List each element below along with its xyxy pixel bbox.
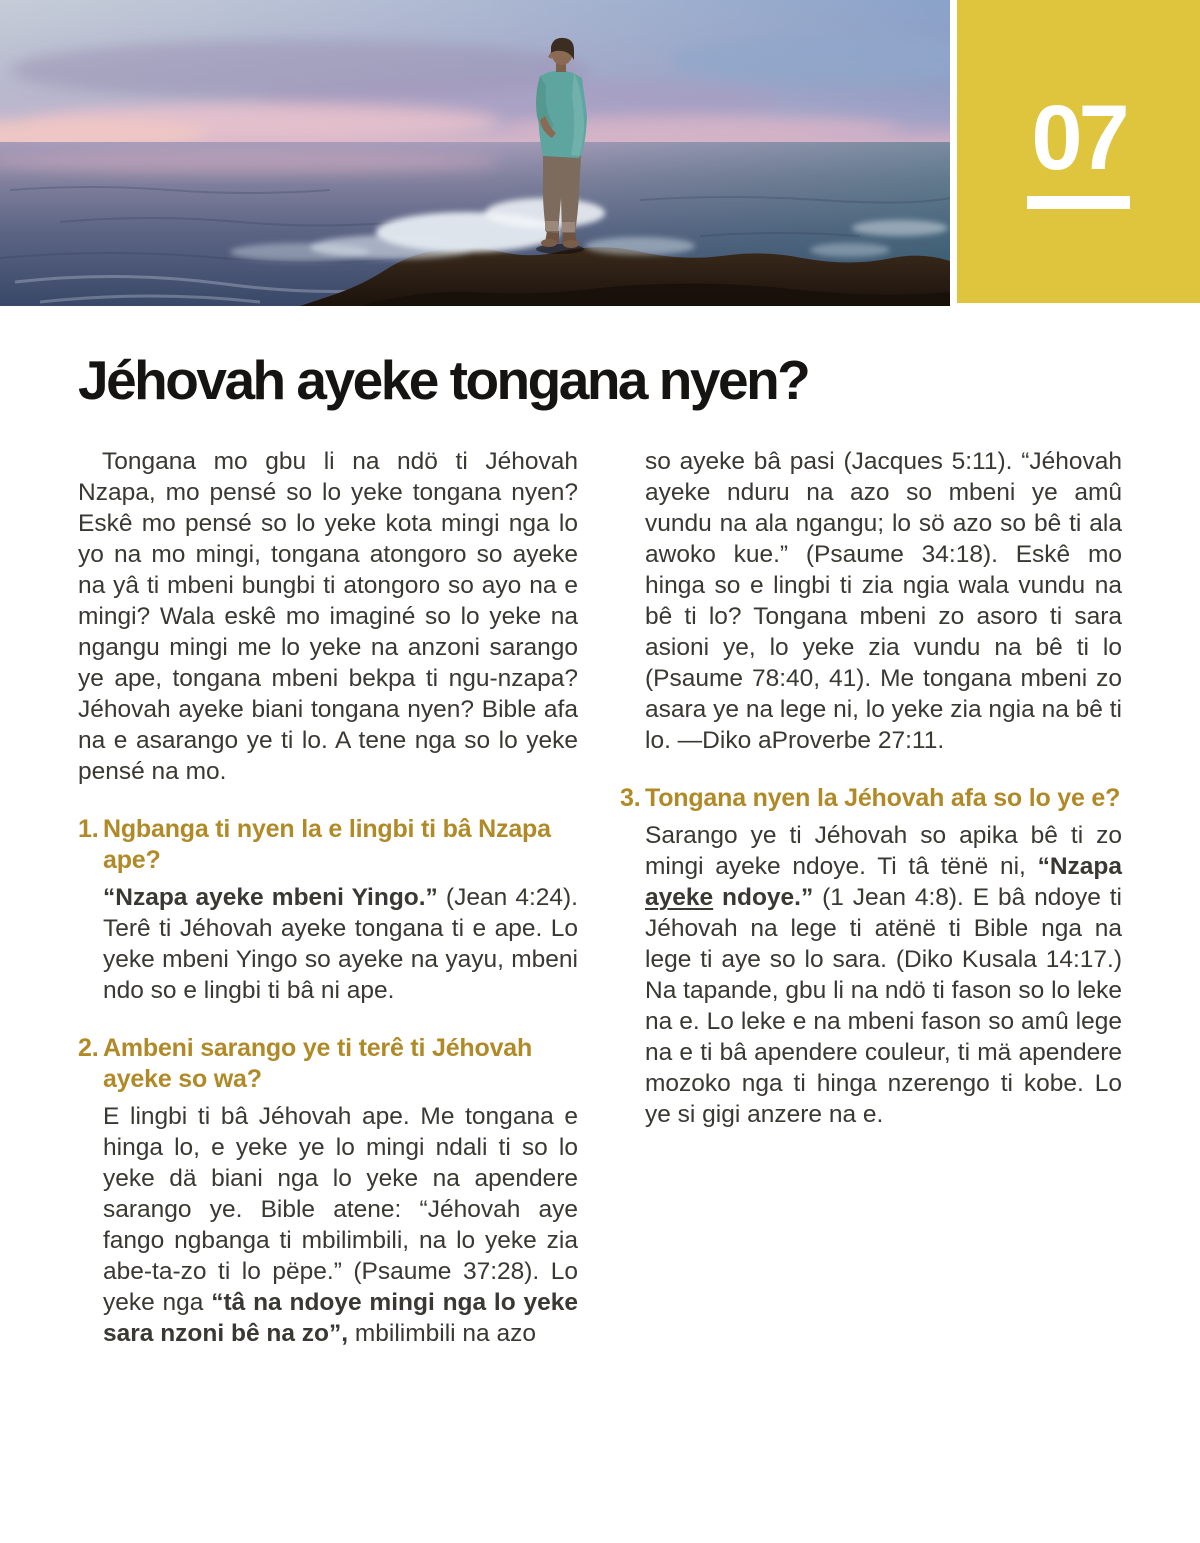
text-column-left <box>78 446 578 1349</box>
question-text: Ambeni sarango ye ti terê ti Jéhovah ayeke so wa? <box>103 1034 533 1093</box>
hero-photo-illustration <box>0 0 950 306</box>
answer-paragraph <box>620 820 1122 1130</box>
body-text: Tongana mo gbu li na ndö ti Jéhovah Nzapa, mo pensé so lo yeke tongana nyen? Eskê mo pensé so lo yeke kota mingi nga lo yo na mo mingi, tongana atongoro so ayeke na yâ ti mbeni bungbi ti atongoro so ayo na e mingi? Wala eskê mo imaginé so lo yeke na ngangu mingi me lo yeke na anzoni sarango ye ape, tongana mbeni bekpa ti ngu-nzapa? Jéhovah ayeke biani tongana nyen? Bible afa na e asarango ye ti lo. A tene nga so lo yeke pensé na mo. <box>78 448 578 785</box>
body-text: Sarango ye ti Jéhovah so apika bê ti zo mingi ayeke ndoye. Ti tâ tënë ni, <box>645 822 1122 880</box>
body-text: (1 Jean 4:8). E bâ ndoye ti Jéhovah na lege ti atënë ti Bible nga na lege ti aye so lo sara. (Diko Kusala 14:17.) Na tapande, gbu li na ndö ti fason so lo leke na e. Lo leke e na mbeni fason so amû lege na e ti bâ apendere couleur, ti mä apendere mozoko nga ti hinga nzerengo ti kobe. Lo ye si gigi anzere na e. <box>645 884 1123 1128</box>
question-number: 2. <box>78 1034 99 1062</box>
article-body <box>78 446 1200 1349</box>
question-heading <box>78 814 578 876</box>
chapter-number: 07 <box>1031 87 1126 189</box>
body-text: so ayeke bâ pasi (Jacques 5:11). “Jéhovah ayeke nduru na azo so mbeni ye amû vundu na ala ngangu; lo sö azo so bê ti ala awoko kue.” (Psaume 34:18). Eskê mo hinga so e lingbi ti zia ngia wala vundu na bê ti lo? Tongana mbeni zo asoro ti sara asioni ye, lo yeke zia vundu na bê ti lo (Psaume 78:40, 41). Me tongana mbeni zo asara ye na lege ni, lo yeke zia ngia na bê ti lo. —Diko aProverbe 27:11. <box>645 448 1122 754</box>
question-number: 3. <box>620 784 641 812</box>
body-text: E lingbi ti bâ Jéhovah ape. Me tongana e hinga lo, e yeke ye lo mingi ndali ti so lo yeke dä biani nga lo yeke na apendere sarango ye. Bible atene: “Jéhovah aye fango ngbanga ti mbilimbili, na lo yeke zia abe-ta-zo ti lo pëpe.” (Psaume 37:28). Lo yeke nga <box>103 1103 578 1316</box>
question-heading <box>620 783 1122 814</box>
text-column-right <box>620 446 1122 1349</box>
answer-paragraph <box>78 882 578 1006</box>
answer-paragraph <box>620 446 1122 756</box>
question-heading <box>78 1033 578 1095</box>
scripture-quote: ayeke <box>645 884 714 911</box>
scripture-quote: “Nzapa ayeke mbeni Yingo.” <box>103 884 438 911</box>
hero-photo <box>0 0 950 306</box>
question-text: Tongana nyen la Jéhovah afa so lo ye e? <box>645 784 1121 812</box>
page-header <box>0 0 1200 306</box>
chapter-number-underline <box>1027 196 1130 209</box>
body-text: (Jean 4:24). Terê ti Jéhovah ayeke tongana ti e ape. Lo yeke mbeni Yingo so ayeke na yayu, mbeni ndo so e lingbi ti bâ ni ape. <box>103 884 578 1004</box>
intro-paragraph <box>78 446 578 787</box>
question-number: 1. <box>78 815 99 843</box>
chapter-number-badge <box>957 0 1200 303</box>
question-text: Ngbanga ti nyen la e lingbi ti bâ Nzapa ape? <box>103 815 551 874</box>
page-title: Jéhovah ayeke tongana nyen? <box>78 349 809 411</box>
scripture-quote: “Nzapa <box>1037 853 1122 880</box>
scripture-quote: “tâ na ndoye mingi nga lo yeke sara nzoni bê na zo”, <box>103 1289 579 1347</box>
body-text: mbilimbili na azo <box>348 1320 536 1347</box>
scripture-quote: ndoye.” <box>713 884 814 911</box>
answer-paragraph <box>78 1101 578 1349</box>
